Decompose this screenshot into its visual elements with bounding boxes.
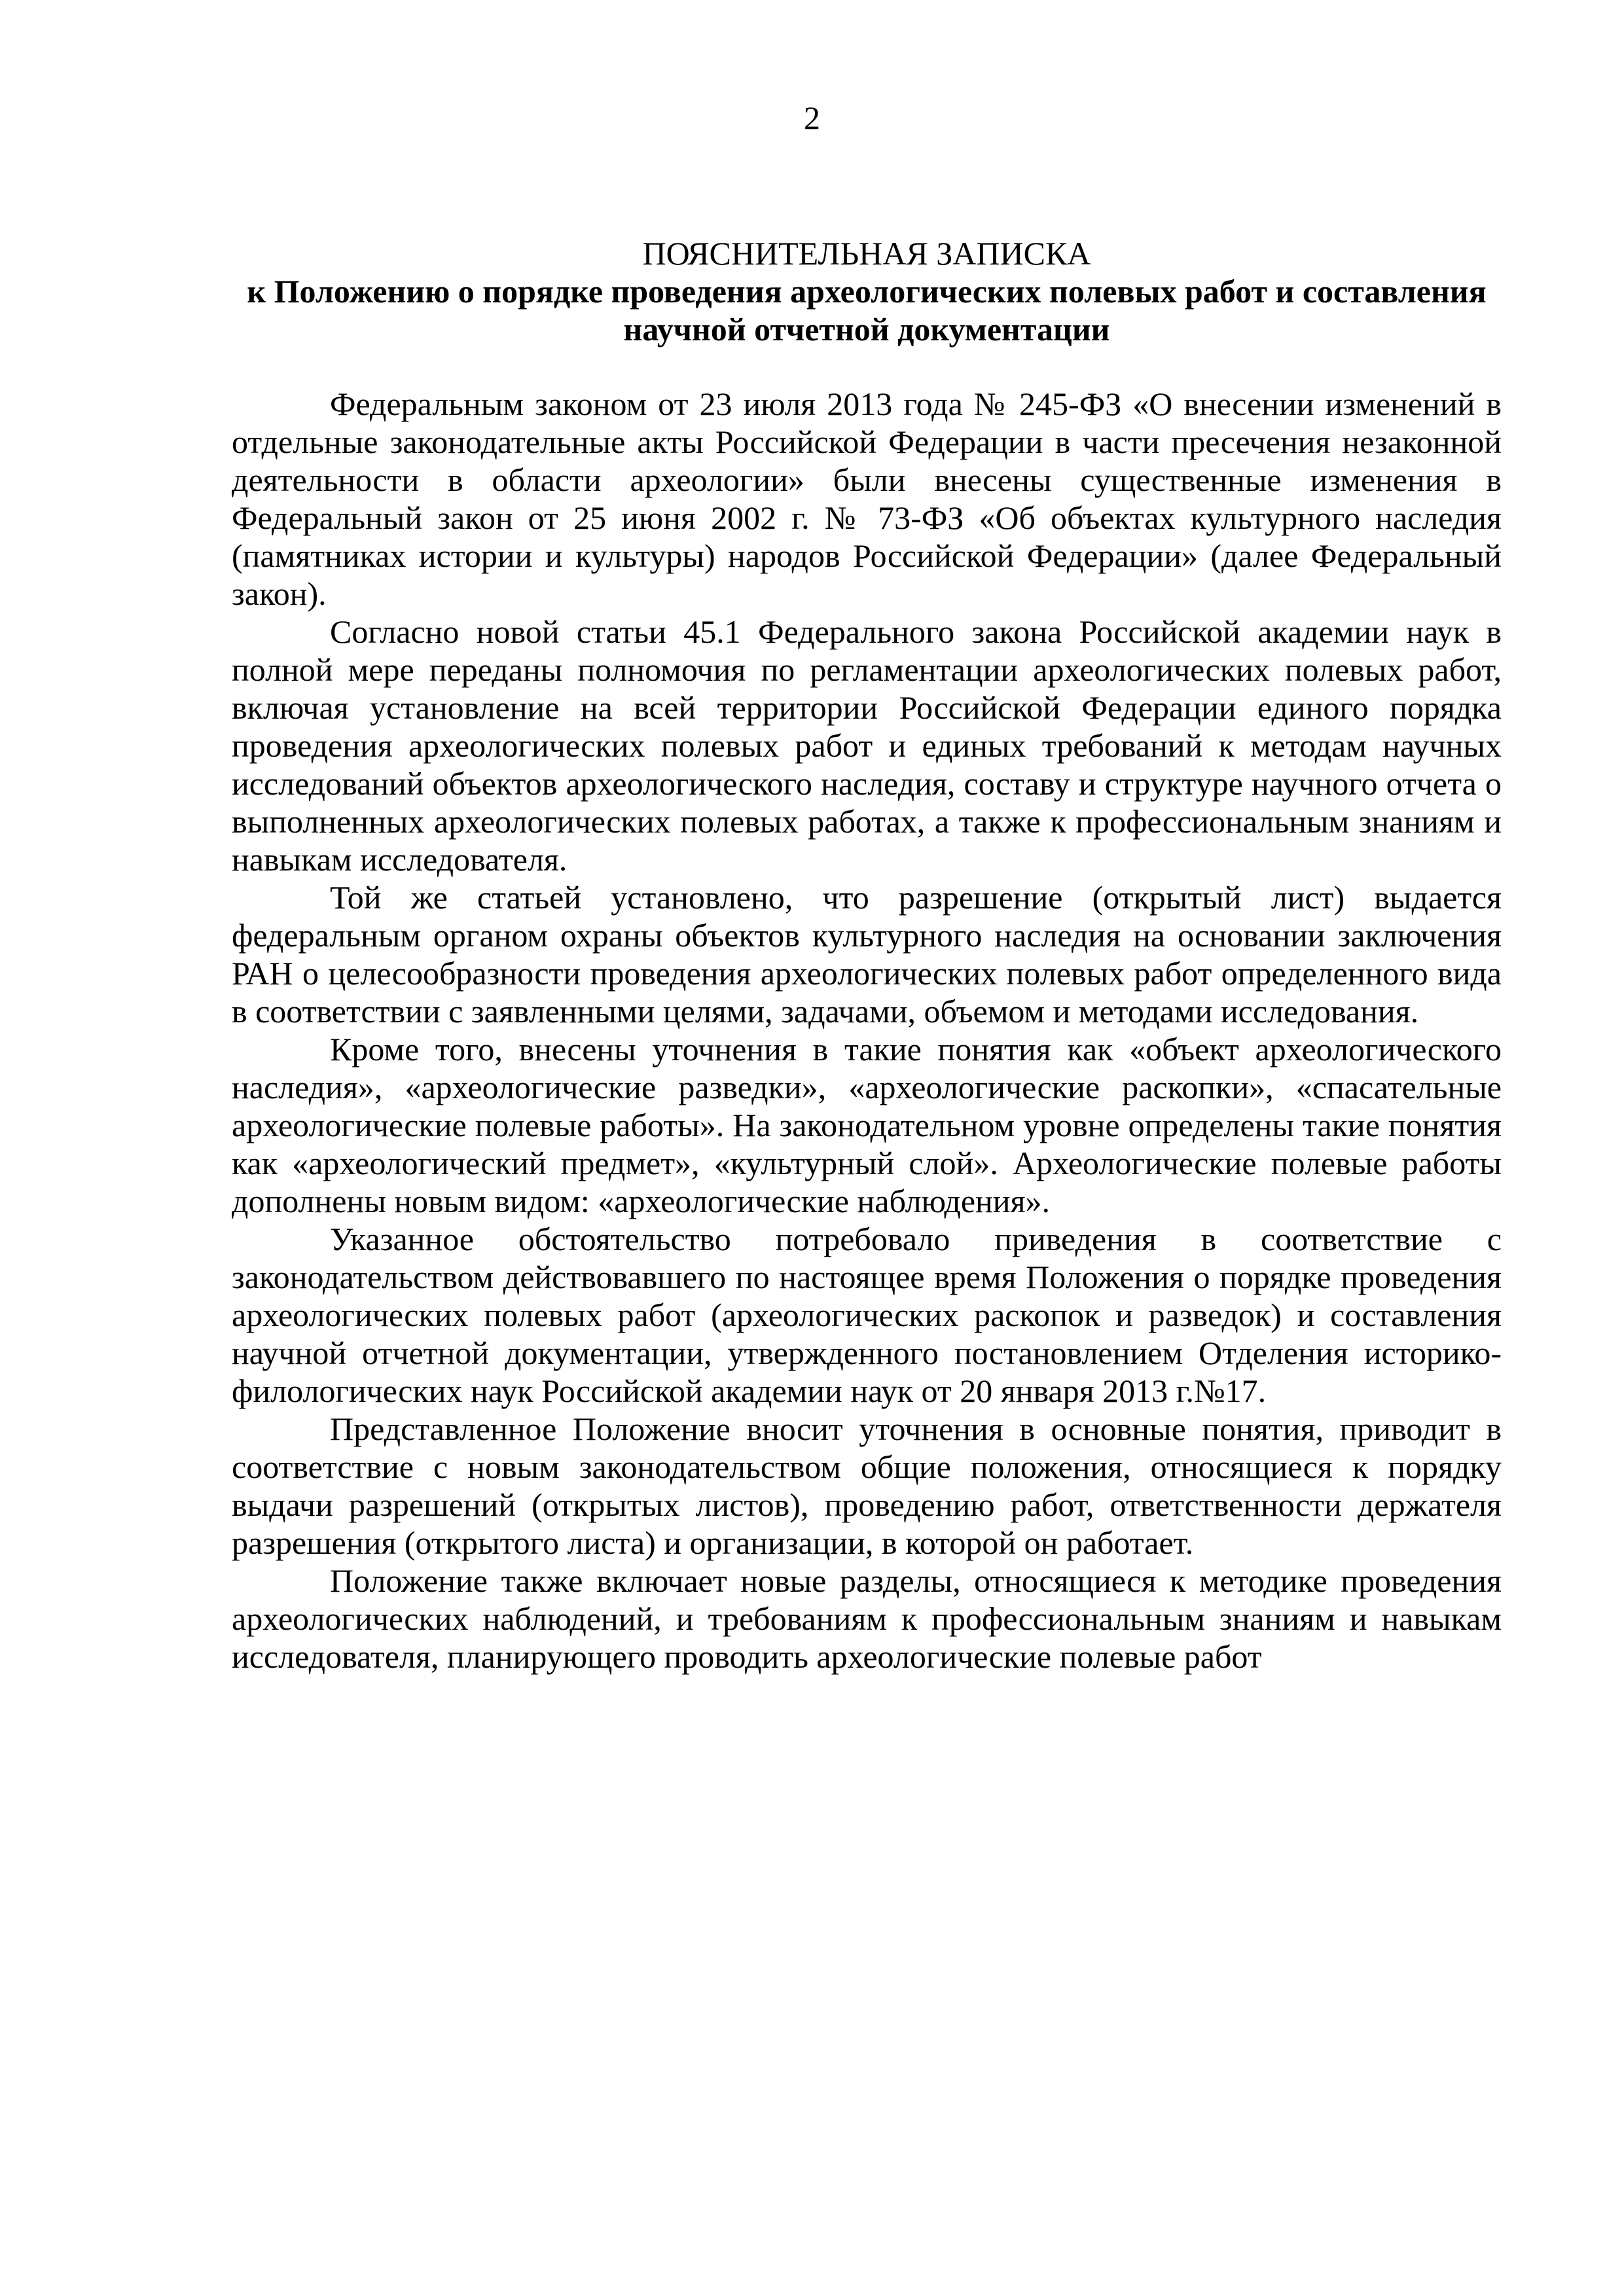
document-body (232, 385, 1502, 1676)
paragraph: Той же статьей установлено, что разрешение (открытый лист) выдается федеральным органом охраны объектов культурного наследия на основании заключения РАН о целесообразности проведения археологических полевых работ определенного вида в соответствии с заявленными целями, задачами, объемом и методами исследования. (232, 879, 1502, 1030)
paragraph: Кроме того, внесены уточнения в такие понятия как «объект археологического наследия», «археологические разведки», «археологические раскопки», «спасательные археологические полевые работы». На законодательном уровне определены такие понятия как «археологический предмет», «культурный слой». Археологические полевые работы дополнены новым видом: «археологические наблюдения». (232, 1031, 1502, 1219)
document-header (232, 234, 1502, 348)
paragraph: Указанное обстоятельство потребовало приведения в соответствие с законодательством действовавшего по настоящее время Положения о порядке проведения археологических полевых работ (археологических раскопок и разведок) и составления научной отчетной документации, утвержденного постановлением Отделения историко-филологических наук Российской академии наук от 20 января 2013 г.№17. (232, 1221, 1502, 1409)
paragraph: Согласно новой статьи 45.1 Федерального закона Российской академии наук в полной мере переданы полномочия по регламентации археологических полевых работ, включая установление на всей территории Российской Федерации единого порядка проведения археологических полевых работ и единых требований к методам научных исследований объектов археологического наследия, составу и структуре научного отчета о выполненных археологических полевых работах, а также к профессиональным знаниям и навыкам исследователя. (232, 613, 1502, 878)
page-number: 2 (804, 99, 820, 136)
paragraph: Федеральным законом от 23 июля 2013 года № 245-ФЗ «О внесении изменений в отдельные законодательные акты Российской Федерации в части пресечения незаконной деятельности в области археологии» были внесены существенные изменения в Федеральный закон от 25 июня 2002 г. № 73-ФЗ «Об объектах культурного наследия (памятниках истории и культуры) народов Российской Федерации» (далее Федеральный закон). (232, 386, 1502, 612)
document-subtitle: к Положению о порядке проведения археологических полевых работ и составления научной отчетной документации (247, 273, 1487, 348)
paragraph: Положение также включает новые разделы, относящиеся к методике проведения археологических наблюдений, и требованиям к профессиональным знаниям и навыкам исследователя, планирующего проводить археологические полевые работ (232, 1562, 1502, 1675)
document-title: ПОЯСНИТЕЛЬНАЯ ЗАПИСКА (642, 235, 1091, 272)
paragraph: Представленное Положение вносит уточнения в основные понятия, приводит в соответствие с новым законодательством общие положения, относящиеся к порядку выдачи разрешений (открытых листов), проведению работ, ответственности держателя разрешения (открытого листа) и организации, в которой он работает. (232, 1410, 1502, 1561)
